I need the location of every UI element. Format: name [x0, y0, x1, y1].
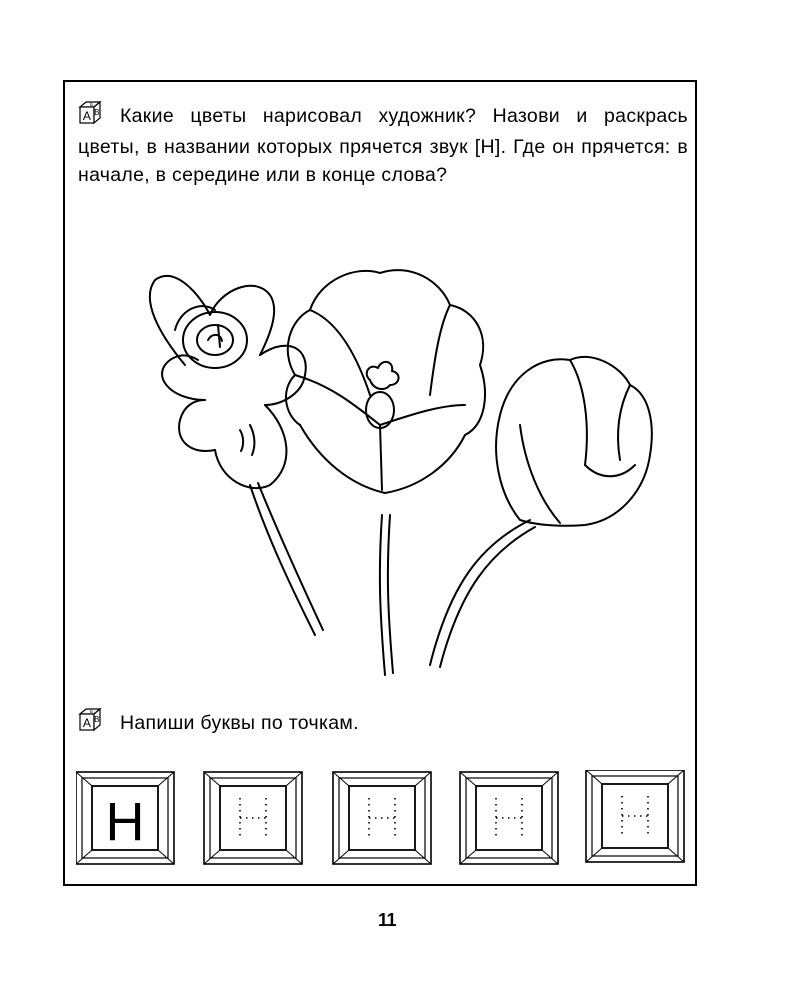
letter-tile-solid — [76, 772, 174, 864]
abc-block-icon — [78, 708, 116, 740]
svg-text:В: В — [94, 108, 100, 117]
tulip-drawing — [430, 357, 652, 667]
solid-letter: Н — [105, 792, 145, 852]
task2-text: Напиши буквы по точкам. — [120, 712, 359, 734]
task1-paragraph — [78, 101, 688, 189]
letter-tile-dotted — [460, 772, 558, 864]
svg-text:В: В — [94, 715, 100, 724]
letter-tile-dotted — [586, 770, 684, 862]
task1-text: Какие цветы нарисовал художник? Назови и раскрась цветы, в названии которых прячется звук [Н]. Где он прячется: в начале, в середине или в конце слова? — [78, 105, 688, 186]
svg-text:A: A — [82, 716, 92, 730]
letter-tile-dotted — [333, 772, 431, 864]
abc-block-icon — [78, 101, 116, 133]
page-number: 11 — [377, 910, 397, 930]
flowers-illustration — [80, 255, 670, 685]
letter-tiles — [76, 770, 686, 866]
letter-tile-dotted — [204, 772, 302, 864]
svg-text:Б: Б — [90, 709, 94, 715]
task2-paragraph — [78, 708, 359, 740]
svg-text:A: A — [82, 109, 92, 123]
daffodil-drawing — [150, 276, 323, 635]
svg-text:Б: Б — [90, 102, 94, 108]
